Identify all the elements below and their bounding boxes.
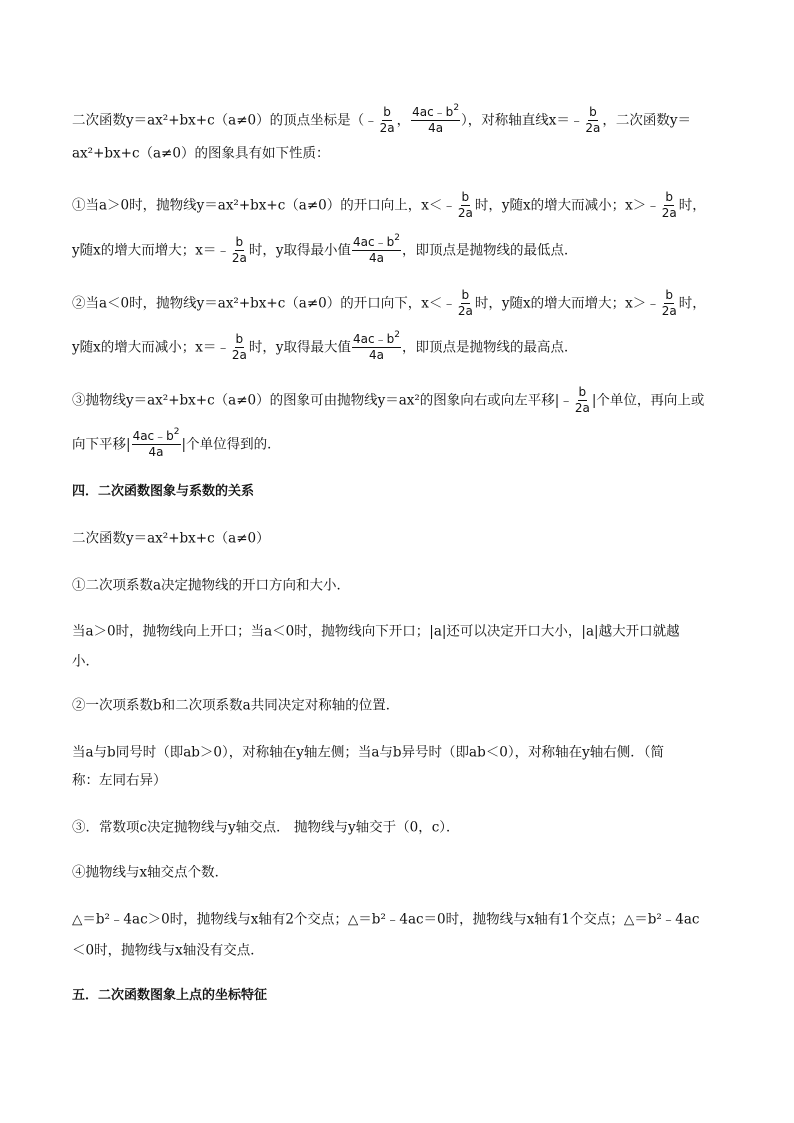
fraction-denominator: 2a [574,401,590,415]
text-line [72,742,732,763]
fraction-denominator: 4a [148,445,164,459]
text-run: 当a＞0时，抛物线向上开口；当a＜0时，抛物线向下开口；|a|还可以决定开口大小，|a|越大开口就越 [72,623,680,640]
fraction-numerator: b [461,190,470,204]
text-run: ①二次项系数a决定抛物线的开口方向和大小． [72,577,351,594]
text-run: ③．常数项c决定抛物线与y轴交点． 抛物线与y轴交于（0，c）． [72,819,460,836]
text-line [72,233,732,265]
text-run: 小． [72,653,99,670]
fraction-numerator: b [578,385,587,399]
fraction [661,289,678,318]
text-line [72,940,732,961]
fraction-denominator: 2a [231,348,247,362]
text-run: ），对称轴直线x＝﹣ [461,112,584,129]
text-run: 时， [678,197,706,214]
text-run: 当a与b同号时（即ab＞0），对称轴在y轴左侧；当a与b异号时（即ab＜0），对称轴在y轴右侧．（简 [72,744,664,761]
text-run: ，二次函数y＝ [602,112,692,129]
section-heading [72,986,732,1007]
fraction [661,191,678,220]
fraction [132,427,181,459]
exponent: 2 [453,103,460,113]
text-run: ，即顶点是抛物线的最低点． [401,242,578,259]
fraction-numerator: b [383,105,391,119]
text-run: 四．二次函数图象与系数的关系 [72,484,255,499]
fraction-denominator: 2a [457,206,473,220]
fraction-numerator: b [235,332,244,346]
fraction [352,330,401,362]
fraction-denominator: 2a [585,121,601,135]
text-run: ， [396,112,411,129]
exponent: 2 [394,233,400,243]
fraction-denominator: 4a [368,348,384,362]
text-line [72,651,732,672]
fraction-denominator: 2a [231,251,247,265]
text-run: ②当a＜0时，抛物线y＝ax²+bx+c（a≠0）的开口向下，x＜﹣ [72,295,456,312]
fraction [457,289,474,318]
text-run: ④抛物线与x轴交点个数． [72,864,229,881]
text-run: 时， [678,295,706,312]
text-run: ＜0时，抛物线与x轴没有交点． [72,942,264,959]
fraction [379,106,396,135]
exponent: 2 [173,427,180,437]
fraction [584,106,601,135]
fraction-denominator: 2a [661,304,677,318]
text-line [72,695,732,716]
fraction [231,236,248,265]
text-run: ax²+bx+c（a≠0）的图象具有如下性质： [72,145,330,162]
text-line [72,817,732,838]
text-run: 向下平移| [72,436,131,453]
fraction-numerator: b [589,105,597,119]
text-line [72,575,732,596]
text-line [72,103,732,135]
text-run: 时，y取得最小值 [248,242,351,259]
text-run: 称：左同右异） [72,772,167,789]
fraction-denominator: 2a [661,206,677,220]
fraction-numerator: b [235,235,244,249]
fraction [352,233,401,265]
fraction-numerator: b [665,288,674,302]
text-run: |个单位得到的． [181,436,281,453]
text-run: ③抛物线y＝ax²+bx+c（a≠0）的图象可由抛物线y＝ax²的图象向右或向左平移|﹣ [72,392,573,409]
fraction-denominator: 2a [457,304,473,318]
fraction-denominator: 4a [428,121,444,135]
text-run: 时，y取得最大值 [248,339,351,356]
text-run: y随x的增大而增大；x＝﹣ [72,242,230,259]
fraction-denominator: 4a [368,251,384,265]
text-line [72,191,732,220]
text-run: ，即顶点是抛物线的最高点． [401,339,578,356]
text-run: 二次函数y＝ax²+bx+c（a≠0）的顶点坐标是（﹣ [72,112,378,129]
text-line [72,427,732,459]
fraction-numerator: b [665,190,674,204]
fraction [457,191,474,220]
text-line [72,528,732,549]
text-line [72,770,732,791]
fraction [231,333,248,362]
text-run: △＝b²﹣4ac＞0时，抛物线与x轴有2个交点；△＝b²﹣4ac＝0时，抛物线与x轴有1个交点；△＝b²﹣4ac [72,911,700,928]
text-line [72,143,732,164]
exponent: 2 [394,330,400,340]
fraction-denominator: 2a [379,121,395,135]
text-run: 时，y随x的增大而增大；x＞﹣ [474,295,660,312]
fraction-numerator: $4ac﹣b^2$ [353,233,400,249]
fraction-numerator: $4ac﹣b^2$ [353,330,400,346]
text-run: y随x的增大而减小；x＝﹣ [72,339,230,356]
text-line [72,386,732,415]
text-line [72,289,732,318]
text-run: ②一次项系数b和二次项系数a共同决定对称轴的位置． [72,697,400,714]
section-heading [72,482,732,503]
text-line [72,862,732,883]
fraction [411,103,460,135]
fraction-numerator: $4ac﹣b^2$ [412,103,460,119]
fraction [574,386,591,415]
text-run: ①当a＞0时，抛物线y＝ax²+bx+c（a≠0）的开口向上，x＜﹣ [72,197,456,214]
text-line [72,330,732,362]
text-line [72,621,732,642]
fraction-numerator: $4ac﹣b^2$ [132,427,180,443]
text-run: 五．二次函数图象上点的坐标特征 [72,988,268,1003]
text-line [72,909,732,930]
text-run: 时，y随x的增大而减小；x＞﹣ [474,197,660,214]
text-run: 二次函数y＝ax²+bx+c（a≠0） [72,530,270,547]
text-run: |个单位，再向上或 [591,392,705,409]
fraction-numerator: b [461,288,470,302]
